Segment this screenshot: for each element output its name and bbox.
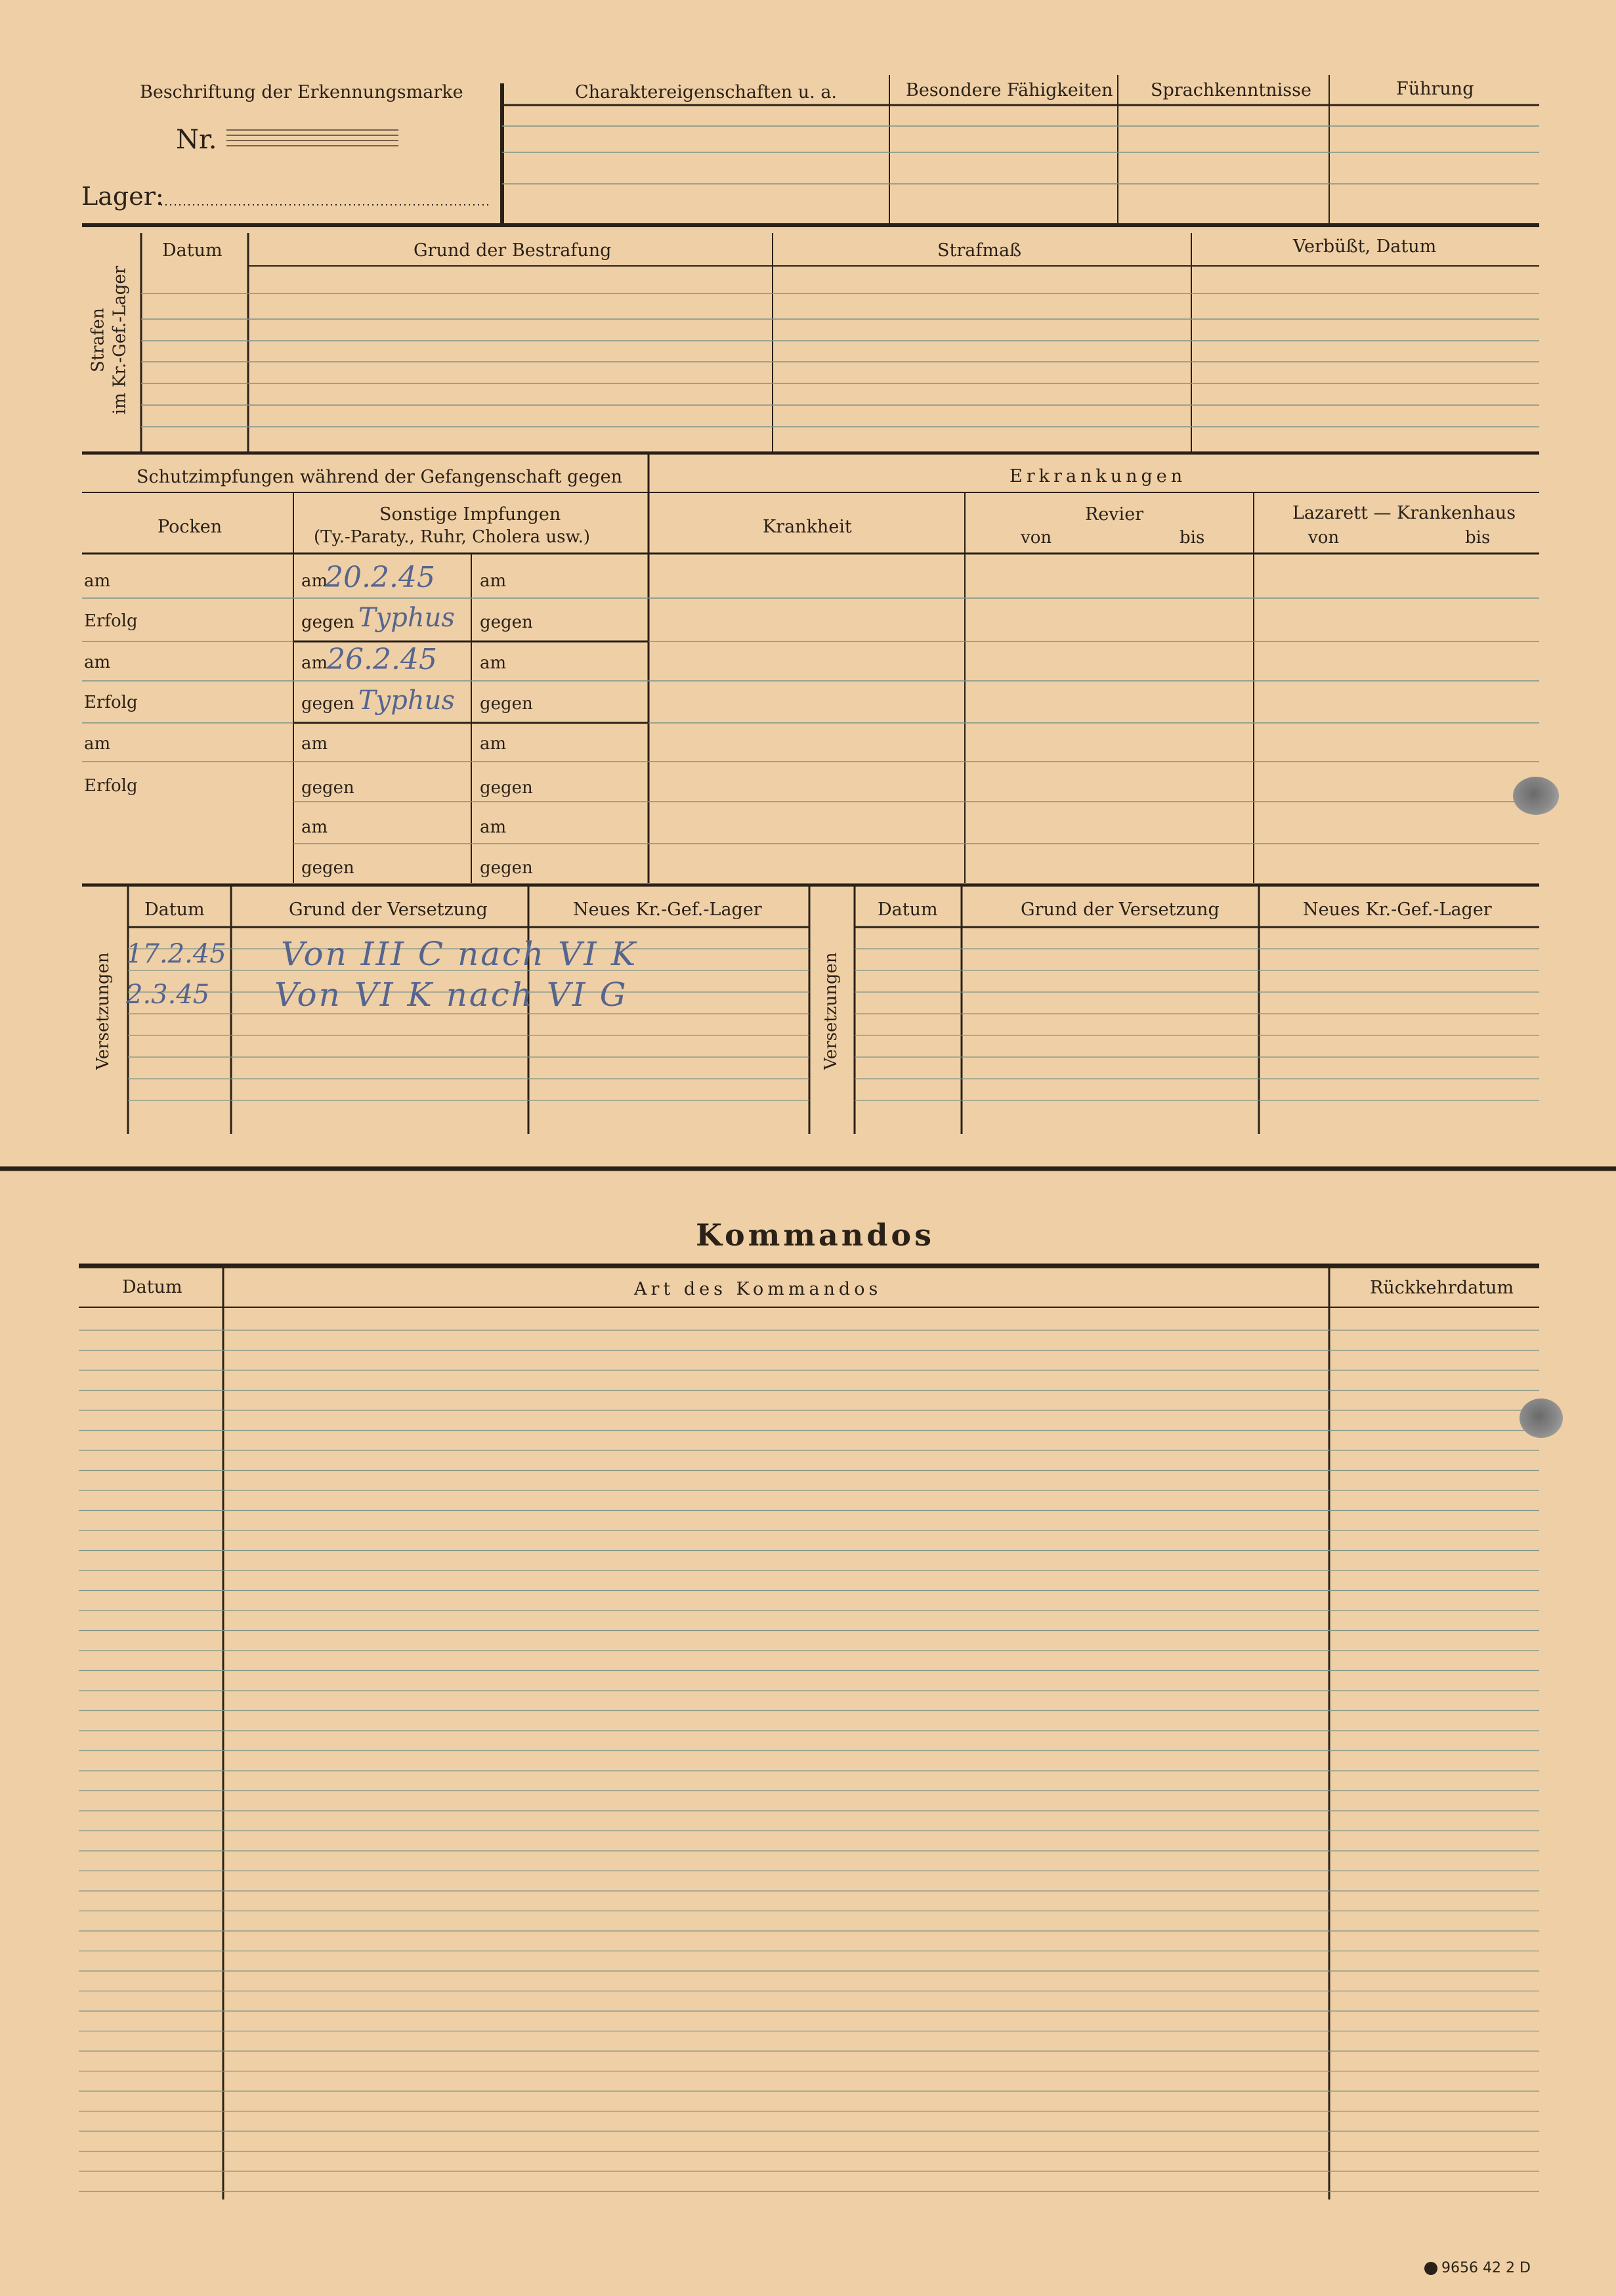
lazarett-von: von xyxy=(1308,528,1340,548)
col-sprachkenntnisse: Sprachkenntnisse xyxy=(1151,80,1311,100)
impfung-gegen-1: Typhus xyxy=(358,603,455,633)
vers-left-col-lager: Neues Kr.-Gef.-Lager xyxy=(573,899,762,920)
pocken-label-erfolg-3: Erfolg xyxy=(84,776,138,796)
versetzung-grund-2: Von VI K nach VI G xyxy=(274,976,628,1014)
punch-hole-upper xyxy=(1513,777,1559,815)
pocken-label-erfolg-2: Erfolg xyxy=(84,693,138,712)
versetzung-grund-1: Von III C nach VI K xyxy=(281,935,638,973)
strafen-col-datum: Datum xyxy=(162,240,223,261)
pocken-label-am-3: am xyxy=(84,734,111,754)
sonstige-gegen-3a: gegen xyxy=(301,778,354,798)
sonstige-am-1a: am xyxy=(301,571,328,591)
versetzung-date-1: 17.2.45 xyxy=(126,939,226,969)
erkennungsmarke-heading: Beschriftung der Erkennungsmarke xyxy=(140,82,463,102)
kommandos-col-datum: Datum xyxy=(122,1277,182,1297)
kommandos-title: Kommandos xyxy=(696,1217,935,1253)
sonstige-am-3b: am xyxy=(480,734,507,754)
pocken-label-am-1: am xyxy=(84,571,111,591)
vers-right-col-grund: Grund der Versetzung xyxy=(1021,899,1220,920)
pocken-label-am-2: am xyxy=(84,653,111,672)
sonstige-am-2b: am xyxy=(480,653,507,673)
lager-label: Lager: xyxy=(81,182,164,211)
sonstige-header-1: Sonstige Impfungen xyxy=(379,504,561,525)
sonstige-am-4a: am xyxy=(301,817,328,837)
vers-right-col-lager: Neues Kr.-Gef.-Lager xyxy=(1303,899,1492,920)
sonstige-gegen-3b: gegen xyxy=(480,778,533,798)
strafen-col-verbuesst: Verbüßt, Datum xyxy=(1293,236,1437,257)
revier-bis: bis xyxy=(1180,528,1205,548)
versetzungen-side-label-right: Versetzungen xyxy=(820,952,841,1070)
footer-code-text: 9656 42 2 D xyxy=(1441,2260,1531,2276)
col-fuehrung: Führung xyxy=(1396,79,1474,99)
sonstige-gegen-1a: gegen xyxy=(301,613,354,632)
nr-label: Nr. xyxy=(176,125,217,155)
erkrankungen-heading: Erkrankungen xyxy=(1010,466,1187,487)
strafen-side-label-2: im Kr.-Gef.-Lager xyxy=(110,265,129,415)
sonstige-header-2: (Ty.-Paraty., Ruhr, Cholera usw.) xyxy=(314,527,591,547)
schutzimpfungen-heading: Schutzimpfungen während der Gefangenschaft gegen xyxy=(137,467,622,487)
strafen-col-strafmass: Strafmaß xyxy=(937,240,1022,261)
kommandos-col-art: Art des Kommandos xyxy=(634,1279,882,1299)
footer-code-mark-icon xyxy=(1424,2262,1437,2275)
strafen-side-label-1: Strafen xyxy=(88,308,108,372)
lazarett-bis: bis xyxy=(1465,528,1491,548)
impfung-date-2: 26.2.45 xyxy=(327,643,437,676)
impfung-gegen-2: Typhus xyxy=(358,685,455,716)
vers-left-col-datum: Datum xyxy=(144,899,205,920)
versetzungen-side-label-left: Versetzungen xyxy=(93,952,113,1070)
col-charaktereigenschaften: Charaktereigenschaften u. a. xyxy=(575,82,838,102)
sonstige-gegen-4a: gegen xyxy=(301,858,354,878)
sonstige-am-4b: am xyxy=(480,817,507,837)
strafen-side-label xyxy=(88,266,131,414)
pocken-label-erfolg-1: Erfolg xyxy=(84,611,138,631)
impfung-date-1: 20.2.45 xyxy=(325,561,435,594)
sonstige-am-2a: am xyxy=(301,653,328,673)
sonstige-gegen-4b: gegen xyxy=(480,858,533,878)
sonstige-gegen-1b: gegen xyxy=(480,613,533,632)
sonstige-gegen-2b: gegen xyxy=(480,694,533,714)
strafen-col-grund: Grund der Bestrafung xyxy=(414,240,612,261)
footer-code xyxy=(1424,2261,1531,2276)
vers-right-col-datum: Datum xyxy=(878,899,938,920)
pocken-header: Pocken xyxy=(158,517,223,537)
sonstige-am-1b: am xyxy=(480,571,507,591)
revier-von: von xyxy=(1021,528,1052,548)
punch-hole-lower xyxy=(1520,1398,1563,1438)
sonstige-am-3a: am xyxy=(301,734,328,754)
versetzung-date-2: 2.3.45 xyxy=(126,980,210,1010)
col-besondere-faehigkeiten: Besondere Fähigkeiten xyxy=(906,80,1113,100)
col-lazarett: Lazarett — Krankenhaus xyxy=(1292,503,1516,523)
vers-left-col-grund: Grund der Versetzung xyxy=(289,899,488,920)
col-revier: Revier xyxy=(1085,504,1144,525)
sonstige-gegen-2a: gegen xyxy=(301,694,354,714)
col-krankheit: Krankheit xyxy=(763,517,852,537)
kommandos-col-rueckkehr: Rückkehrdatum xyxy=(1370,1278,1514,1298)
